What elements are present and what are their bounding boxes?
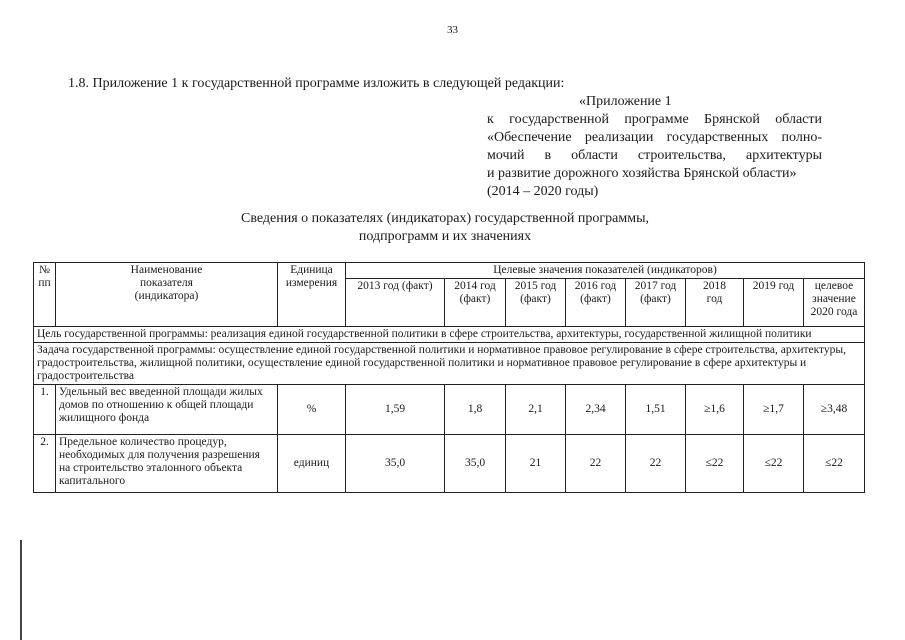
intro-line: 1.8. Приложение 1 к государственной программе изложить в следующей редакции:	[68, 76, 565, 91]
row-value: 22	[566, 435, 626, 493]
row-value: 22	[626, 435, 686, 493]
appendix-line: «Обеспечение реализации государственных полно-	[487, 130, 822, 145]
header-year: 2014 год (факт)	[445, 279, 506, 327]
row-value: ≤22	[804, 435, 865, 493]
row-value: ≤22	[744, 435, 804, 493]
header-year: 2013 год (факт)	[346, 279, 445, 327]
header-year: 2019 год	[744, 279, 804, 327]
header-num: № пп	[34, 263, 56, 327]
row-value: ≥1,7	[744, 385, 804, 435]
header-year: 2016 год (факт)	[566, 279, 626, 327]
appendix-title: «Приложение 1	[579, 94, 672, 109]
header-year: 2017 год (факт)	[626, 279, 686, 327]
table-row	[34, 435, 865, 493]
header-year: целевое значение 2020 года	[804, 279, 865, 327]
row-value: ≥1,6	[686, 385, 744, 435]
task-text: Задача государственной программы: осуществление единой государственной политики и нормативное правовое регулирование в сфере строительства, архитектуры, градостроительства, жилищной политики, осуществление единой государственной политики и нормативное правовое регулирование в сфере архитектуры и градостроительства	[34, 343, 865, 385]
scan-edge-mark	[20, 540, 22, 640]
table-row	[34, 385, 865, 435]
document-heading	[140, 210, 750, 246]
appendix-line: мочий в области строительства, архитектуры	[487, 148, 822, 163]
row-value: ≤22	[686, 435, 744, 493]
heading-line: Сведения о показателях (индикаторах) государственной программы,	[241, 211, 649, 226]
row-index: 2.	[34, 435, 56, 493]
appendix-years: (2014 – 2020 годы)	[487, 184, 599, 199]
row-value: 35,0	[346, 435, 445, 493]
row-value: 35,0	[445, 435, 506, 493]
row-value: 2,34	[566, 385, 626, 435]
header-name: Наименование показателя (индикатора)	[56, 263, 278, 327]
appendix-header	[487, 93, 822, 201]
row-value: 1,59	[346, 385, 445, 435]
row-value: 2,1	[506, 385, 566, 435]
heading-line: подпрограмм и их значениях	[358, 229, 532, 244]
row-value: 1,51	[626, 385, 686, 435]
appendix-line: и развитие дорожного хозяйства Брянской области»	[487, 166, 797, 181]
row-name: Удельный вес введенной площади жилых домов по отношению к общей площади жилищного фонда	[56, 385, 278, 435]
row-unit: единиц	[278, 435, 346, 493]
table-header-row	[34, 263, 865, 279]
row-value: 21	[506, 435, 566, 493]
header-year: 2018 год	[686, 279, 744, 327]
row-value: 1,8	[445, 385, 506, 435]
goal-text: Цель государственной программы: реализация единой государственной политики в сфере строительства, архитектуры, государственной жилищной политики	[34, 327, 865, 343]
header-year: 2015 год (факт)	[506, 279, 566, 327]
appendix-line: к государственной программе Брянской области	[487, 112, 822, 127]
header-unit: Единица измерения	[278, 263, 346, 327]
row-index: 1.	[34, 385, 56, 435]
page-number: 33	[447, 24, 458, 36]
indicators-table	[33, 262, 865, 493]
task-row	[34, 343, 865, 385]
row-unit: %	[278, 385, 346, 435]
header-targets: Целевые значения показателей (индикаторов)	[346, 263, 865, 279]
goal-row	[34, 327, 865, 343]
row-name: Предельное количество процедур, необходимых для получения разрешения на строительство эталонного объекта капитального	[56, 435, 278, 493]
row-value: ≥3,48	[804, 385, 865, 435]
